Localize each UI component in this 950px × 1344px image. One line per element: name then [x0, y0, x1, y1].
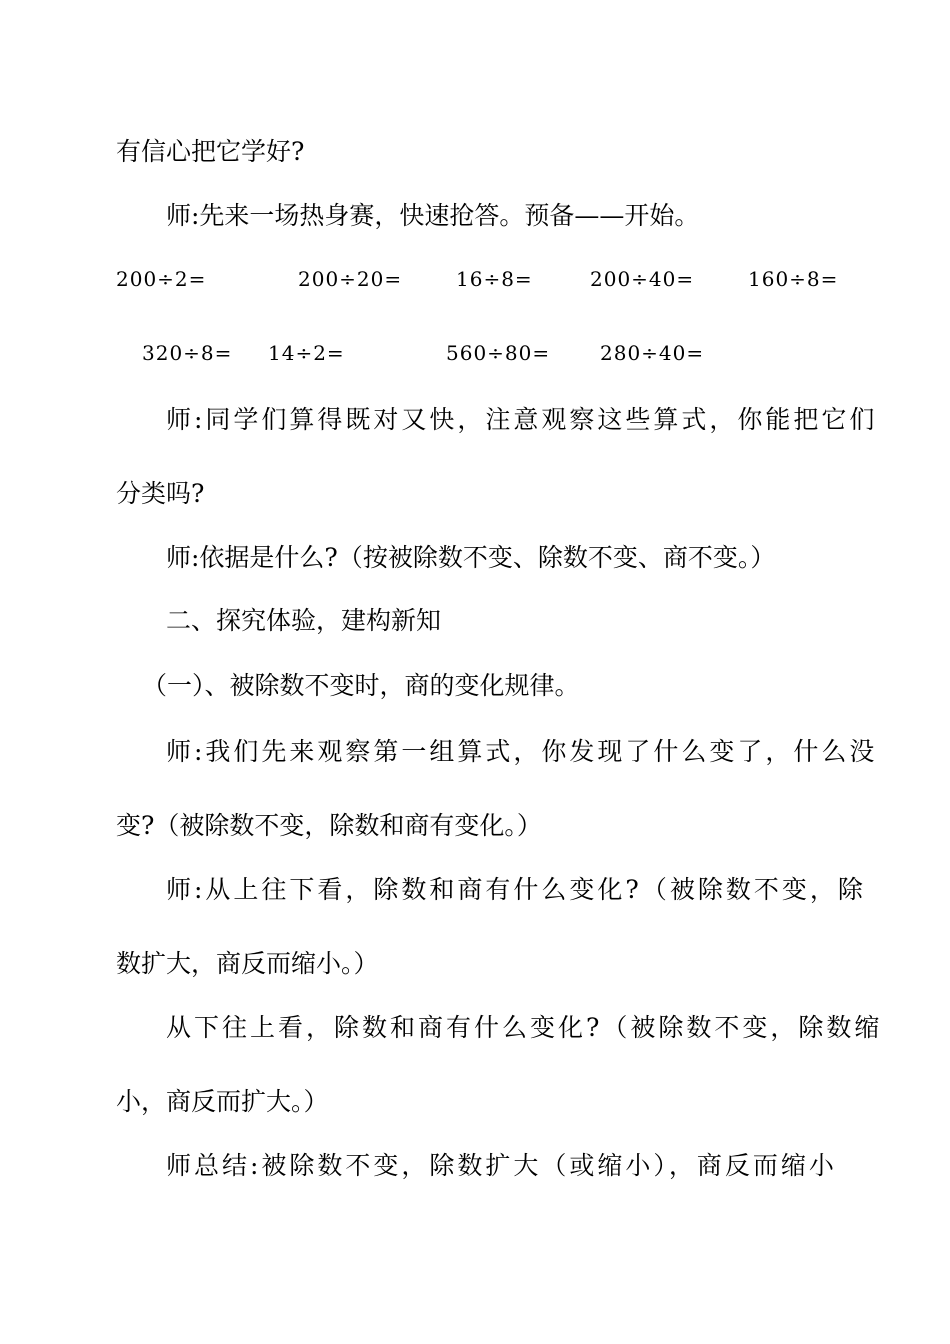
equation-320-div-8: 320÷8= — [142, 341, 233, 365]
equation-160-div-8: 160÷8= — [748, 267, 839, 291]
section-heading-2: 二、探究体验，建构新知 — [166, 606, 442, 635]
text-line-1: 有信心把它学好? — [116, 137, 305, 166]
subsection-heading-1: （一）、被除数不变时，商的变化规律。 — [142, 671, 580, 700]
equation-14-div-2: 14÷2= — [268, 341, 345, 365]
equation-200-div-40: 200÷40= — [590, 267, 695, 291]
equation-200-div-2: 200÷2= — [116, 267, 207, 291]
equation-16-div-8: 16÷8= — [456, 267, 533, 291]
equation-200-div-20: 200÷20= — [298, 267, 403, 291]
text-line-9: 数扩大，商反而缩小。） — [116, 949, 379, 978]
text-line-3: 师:同学们算得既对又快，注意观察这些算式，你能把它们 — [166, 405, 878, 434]
text-line-10: 从下往上看，除数和商有什么变化?（被除数不变，除数缩 — [166, 1013, 883, 1042]
equation-280-div-40: 280÷40= — [600, 341, 705, 365]
text-line-11: 小，商反而扩大。） — [116, 1087, 329, 1116]
text-line-4: 分类吗? — [116, 479, 205, 508]
equation-560-div-80: 560÷80= — [446, 341, 551, 365]
text-line-2: 师:先来一场热身赛，快速抢答。预备——开始。 — [166, 201, 700, 230]
text-line-5: 师:依据是什么?（按被除数不变、除数不变、商不变。） — [166, 543, 776, 572]
text-line-8: 师:从上往下看，除数和商有什么变化?（被除数不变，除 — [166, 875, 866, 904]
text-line-6: 师:我们先来观察第一组算式，你发现了什么变了，什么没 — [166, 737, 878, 766]
text-line-7: 变?（被除数不变，除数和商有变化。） — [116, 811, 542, 840]
text-line-12: 师总结:被除数不变，除数扩大（或缩小），商反而缩小 — [166, 1151, 837, 1180]
